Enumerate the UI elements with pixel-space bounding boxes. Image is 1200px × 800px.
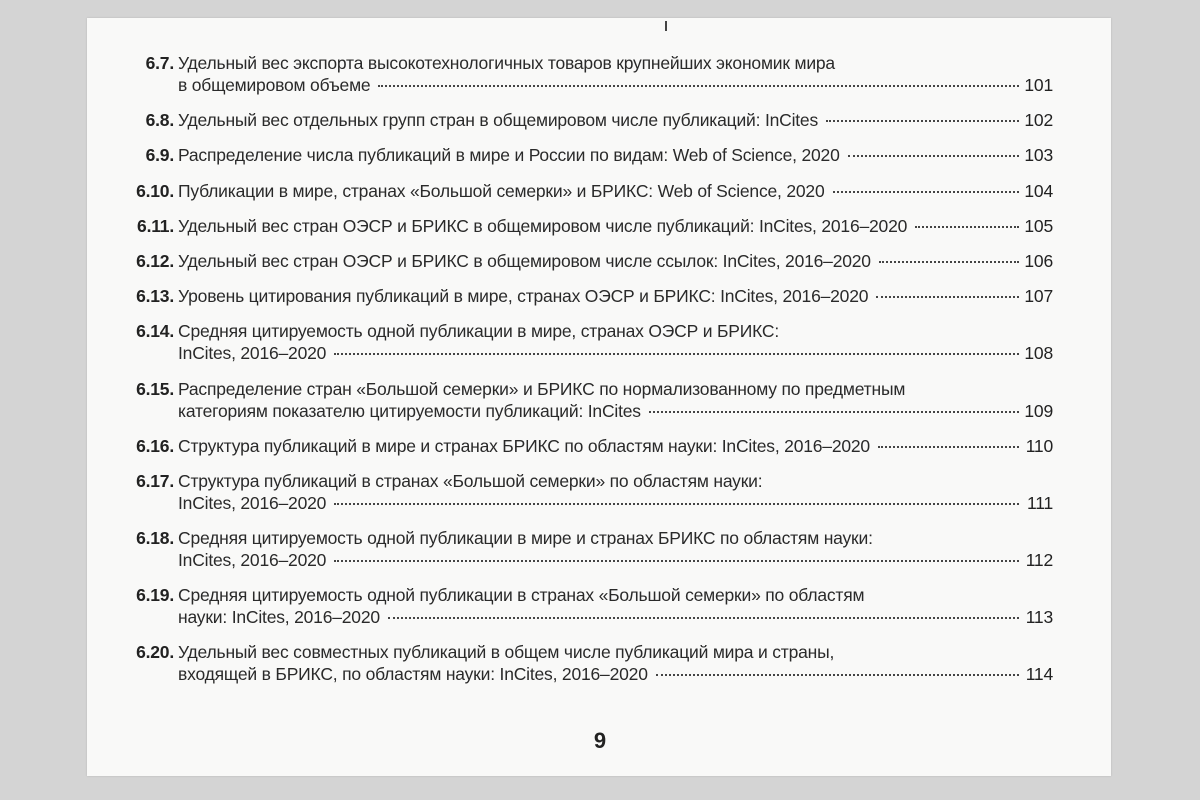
toc-entry-page: 112	[1025, 550, 1053, 571]
document-page	[87, 18, 1111, 776]
toc-entry[interactable]	[125, 144, 1053, 166]
toc-entry-title: в общемировом объеме	[178, 75, 371, 95]
toc-entry-leader-line	[178, 549, 1053, 571]
dot-leader	[848, 155, 1019, 157]
toc-entry[interactable]	[125, 285, 1053, 307]
toc-entry-leader-line	[178, 74, 1053, 96]
toc-entry-leader-line	[178, 215, 1053, 237]
toc-entry-page: 107	[1024, 286, 1053, 307]
dot-leader	[378, 85, 1019, 87]
toc-entry-number: 6.14.	[136, 321, 174, 342]
toc-entry-number: 6.7.	[145, 53, 174, 73]
toc-entry[interactable]	[125, 215, 1053, 237]
toc-entry-page: 103	[1024, 145, 1053, 166]
toc-entry-title-line: Структура публикаций в странах «Большой семерки» по областям науки:	[178, 470, 763, 491]
toc-entry-title-line: Средняя цитируемость одной публикации в странах «Большой семерки» по областям	[178, 585, 865, 606]
toc-entry-page: 111	[1026, 492, 1053, 513]
toc-entry-number: 6.19.	[136, 585, 174, 606]
toc-entry-title: InCites, 2016–2020	[178, 550, 327, 571]
toc-entry[interactable]	[125, 470, 1053, 514]
toc-entry-number: 6.11.	[137, 215, 174, 236]
toc-entry[interactable]	[125, 109, 1053, 131]
dot-leader	[649, 411, 1019, 413]
toc-entry[interactable]	[125, 52, 1053, 96]
toc-entry[interactable]	[125, 435, 1053, 457]
dot-leader	[334, 503, 1019, 505]
toc-entry-leader-line	[178, 342, 1053, 364]
toc-entry-title: InCites, 2016–2020	[178, 492, 327, 513]
toc-entry[interactable]	[125, 180, 1053, 202]
toc-entry-title: Удельный вес стран ОЭСР и БРИКС в общемировом числе публикаций: InCites, 2016–2020	[178, 215, 908, 236]
toc-entry-title-line: Распределение стран «Большой семерки» и БРИКС по нормализованному по предметным	[178, 378, 906, 399]
dot-leader	[915, 226, 1019, 228]
toc-entry-title: науки: InCites, 2016–2020	[178, 607, 380, 628]
toc-entry[interactable]	[125, 641, 1053, 685]
toc-entry-leader-line	[178, 285, 1053, 307]
toc-entry-title: Удельный вес стран ОЭСР и БРИКС в общемировом числе ссылок: InCites, 2016–2020	[178, 250, 871, 271]
toc-entry[interactable]	[125, 584, 1053, 628]
toc-entry-number: 6.13.	[136, 286, 174, 307]
toc-entry[interactable]	[125, 320, 1053, 364]
dot-leader	[879, 261, 1019, 263]
dot-leader	[826, 120, 1019, 122]
toc-entry-leader-line	[178, 180, 1053, 202]
toc-entry-page: 104	[1024, 180, 1053, 201]
toc-entry-number: 6.12.	[136, 250, 174, 271]
dot-leader	[334, 560, 1019, 562]
toc-entry-page: 110	[1025, 435, 1053, 456]
toc-entry-page: 114	[1025, 664, 1053, 685]
toc-entry-number: 6.18.	[136, 528, 174, 549]
toc-entry-leader-line	[178, 109, 1053, 131]
toc-entry-number: 6.16.	[136, 435, 174, 456]
toc-entry-page: 101	[1024, 75, 1053, 95]
toc-entry-title: Публикации в мире, странах «Большой семерки» и БРИКС: Web of Science, 2020	[178, 180, 825, 201]
toc-entry-leader-line	[178, 435, 1053, 457]
toc-entry-title-line: Средняя цитируемость одной публикации в мире и странах БРИКС по областям науки:	[178, 528, 873, 549]
toc-entry-title: Удельный вес отдельных групп стран в общемировом числе публикаций: InCites	[178, 110, 819, 131]
toc-entry-leader-line	[178, 250, 1053, 272]
toc-entry-title-line: Удельный вес экспорта высокотехнологичных товаров крупнейших экономик мира	[178, 53, 835, 73]
toc-entry-leader-line	[178, 492, 1053, 514]
dot-leader	[388, 617, 1019, 619]
toc-entry-page: 113	[1025, 607, 1053, 628]
toc-entry-title: Структура публикаций в мире и странах БРИКС по областям науки: InCites, 2016–2020	[178, 435, 870, 456]
dot-leader	[334, 353, 1019, 355]
toc-entry-leader-line	[178, 144, 1053, 166]
top-tick-mark	[665, 21, 667, 31]
toc-entry-title: Распределение числа публикаций в мире и России по видам: Web of Science, 2020	[178, 145, 840, 166]
dot-leader	[876, 296, 1019, 298]
toc-entry[interactable]	[125, 527, 1053, 571]
toc-entry-page: 106	[1024, 250, 1053, 271]
toc-entry-page: 105	[1024, 215, 1053, 236]
toc-entry-number: 6.8.	[145, 110, 174, 131]
toc-entry-leader-line	[178, 400, 1053, 422]
toc-entry-page: 102	[1024, 110, 1053, 131]
toc-entry-title: категориям показателю цитируемости публикаций: InCites	[178, 400, 641, 421]
toc-entry-number: 6.17.	[136, 470, 174, 491]
toc-entry-leader-line	[178, 663, 1053, 685]
dot-leader	[833, 191, 1020, 193]
toc-entry-page: 108	[1024, 343, 1053, 364]
toc-entry-title: InCites, 2016–2020	[178, 343, 327, 364]
toc-entry-page: 109	[1024, 400, 1053, 421]
toc-entry-number: 6.10.	[136, 180, 174, 201]
dot-leader	[656, 674, 1019, 676]
page-number: 9	[593, 728, 607, 753]
toc-entry-number: 6.15.	[136, 378, 174, 399]
toc-entry-number: 6.20.	[136, 642, 174, 663]
toc-entry-title: Уровень цитирования публикаций в мире, странах ОЭСР и БРИКС: InCites, 2016–2020	[178, 286, 869, 307]
toc-entry[interactable]	[125, 250, 1053, 272]
toc-entry-title-line: Средняя цитируемость одной публикации в мире, странах ОЭСР и БРИКС:	[178, 321, 780, 342]
table-of-contents	[125, 52, 1053, 699]
toc-entry-leader-line	[178, 606, 1053, 628]
toc-entry[interactable]	[125, 378, 1053, 422]
toc-entry-number: 6.9.	[145, 145, 174, 166]
dot-leader	[878, 446, 1019, 448]
toc-entry-title: входящей в БРИКС, по областям науки: InCites, 2016–2020	[178, 664, 648, 685]
toc-entry-title-line: Удельный вес совместных публикаций в общем числе публикаций мира и страны,	[178, 642, 835, 663]
